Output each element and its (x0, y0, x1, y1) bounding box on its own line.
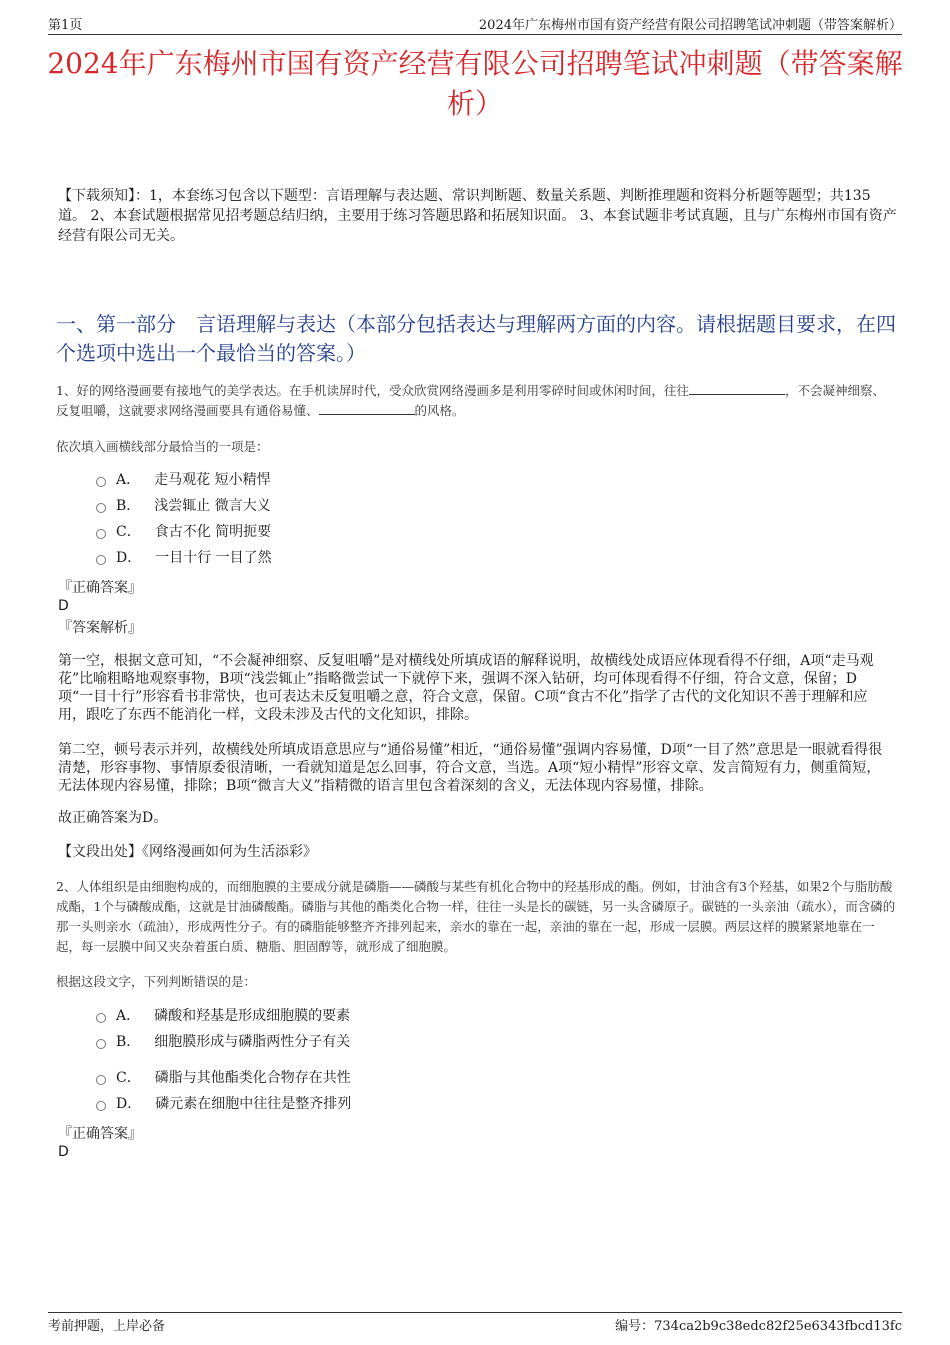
page-number: 第1页 (48, 18, 83, 33)
answer-value: D (58, 598, 69, 614)
download-notice: 【下载须知】：1，本套练习包含以下题型：言语理解与表达题、常识判断题、数量关系题、判断推理题和资料分析题等题型；共135道。 2、本套试题根据常见招考题总结归纳，主要用于练习答题思路和拓展知识面。 3、本套试题非考试真题，且与广东梅州市国有资产经营有限公司无关。 (58, 188, 897, 244)
question-2-prompt: 根据这段文字，下列判断错误的是： (56, 974, 257, 989)
radio-icon[interactable] (96, 1075, 106, 1085)
header-doc-title: 2024年广东梅州市国有资产经营有限公司招聘笔试冲刺题（带答案解析） (478, 18, 902, 33)
radio-icon[interactable] (96, 529, 106, 539)
footer-slogan: 考前押题，上岸必备 (48, 1319, 166, 1334)
radio-icon[interactable] (96, 1013, 106, 1023)
analysis-label: 『答案解析』 (58, 620, 142, 636)
question-1-options (96, 467, 272, 571)
fill-blank (319, 402, 415, 415)
page-header (48, 12, 902, 35)
option-c[interactable]: C． 食古不化 简明扼要 (96, 519, 272, 545)
option-a[interactable]: A． 走马观花 短小精悍 (96, 467, 272, 493)
answer-label: 『正确答案』 (58, 1126, 142, 1142)
fill-blank (689, 382, 785, 395)
option-a[interactable]: A． 磷酸和羟基是形成细胞膜的要素 (96, 1003, 351, 1029)
option-b[interactable]: B． 浅尝辄止 微言大义 (96, 493, 272, 519)
question-1-prompt: 依次填入画横线部分最恰当的一项是： (56, 439, 269, 454)
section-heading: 一、第一部分 言语理解与表达（本部分包括表达与理解两方面的内容。请根据题目要求，在四个选项中选出一个最恰当的答案。） (56, 312, 896, 365)
radio-icon[interactable] (96, 1101, 106, 1111)
analysis-paragraph-1: 第一空，根据文意可知，“不会凝神细察、反复咀嚼”是对横线处所填成语的解释说明，故横线处成语应体现看得不仔细，A项“走马观花”比喻粗略地观察事物，B项“浅尝辄止”指略微尝试一下就停下来，强调不深入钻研，均可体现看得不仔细，符合文意，保留；D项“一目十行”形容看书非常快，也可表达未反复咀嚼之意，符合文意，保留。C项“食古不化”指学了古代的文化知识不善于理解和应用，跟吃了东西不能消化一样，文段未涉及古代的文化知识，排除。 (58, 653, 874, 723)
question-2-stem: 2、人体组织是由细胞构成的，而细胞膜的主要成分就是磷脂——磷酸与某些有机化合物中的羟基形成的酯。例如，甘油含有3个羟基，如果2个与脂肪酸成酯，1个与磷酸成酯，这就是甘油磷酸酯。磷脂与其他的酯类化合物一样，往往一头是长的碳链，另一头含磷原子。碳链的一头亲油（疏水），而含磷的那一头则亲水（疏油），形成两性分子。有的磷脂能够整齐齐排列起来，亲水的靠在一起，亲油的靠在一起，形成一层膜。两层这样的膜紧紧地靠在一起，每一层膜中间又夹杂着蛋白质、糖脂、胆固醇等，就形成了细胞膜。 (56, 879, 896, 954)
question-2-options (96, 1003, 351, 1117)
radio-icon[interactable] (96, 555, 106, 565)
radio-icon[interactable] (96, 1039, 106, 1049)
radio-icon[interactable] (96, 477, 106, 487)
answer-label: 『正确答案』 (58, 580, 142, 596)
option-b[interactable]: B． 细胞膜形成与磷脂两性分子有关 (96, 1029, 351, 1055)
option-d[interactable]: D． 一目十行 一目了然 (96, 545, 272, 571)
footer-serial: 编号：734ca2b9c38edc82f25e6343fbcd13fc (615, 1319, 902, 1334)
radio-icon[interactable] (96, 503, 106, 513)
analysis-paragraph-2: 第二空，顿号表示并列，故横线处所填成语意思应与“通俗易懂”相近，“通俗易懂”强调内容易懂，D项“一目了然”意思是一眼就看得很清楚，形容事物、事情原委很清晰，一看就知道是怎么回事，符合文意，当选。A项“短小精悍”形容文章、发言简短有力，侧重简短，无法体现内容易懂，排除；B项“微言大义”指精微的语言里包含着深刻的含义，无法体现内容易懂，排除。 (58, 742, 883, 794)
passage-source: 【文段出处】《网络漫画如何为生活添彩》 (58, 844, 317, 860)
question-1-stem: 1、好的网络漫画要有接地气的美学表达。在手机读屏时代，受众欣赏网络漫画多是利用零碎时间或休闲时间，往往 ，不会凝神细察、反复咀嚼，这就要求网络漫画要具有通俗易懂、 的风格。 (56, 383, 885, 418)
analysis-conclusion: 故正确答案为D。 (58, 810, 168, 826)
answer-value: D (58, 1144, 69, 1160)
option-c[interactable]: C． 磷脂与其他酯类化合物存在共性 (96, 1065, 351, 1091)
page-footer (48, 1312, 902, 1334)
option-d[interactable]: D． 磷元素在细胞中往往是整齐排列 (96, 1091, 351, 1117)
document-title: 2024年广东梅州市国有资产经营有限公司招聘笔试冲刺题（带答案解析） (47, 47, 903, 120)
